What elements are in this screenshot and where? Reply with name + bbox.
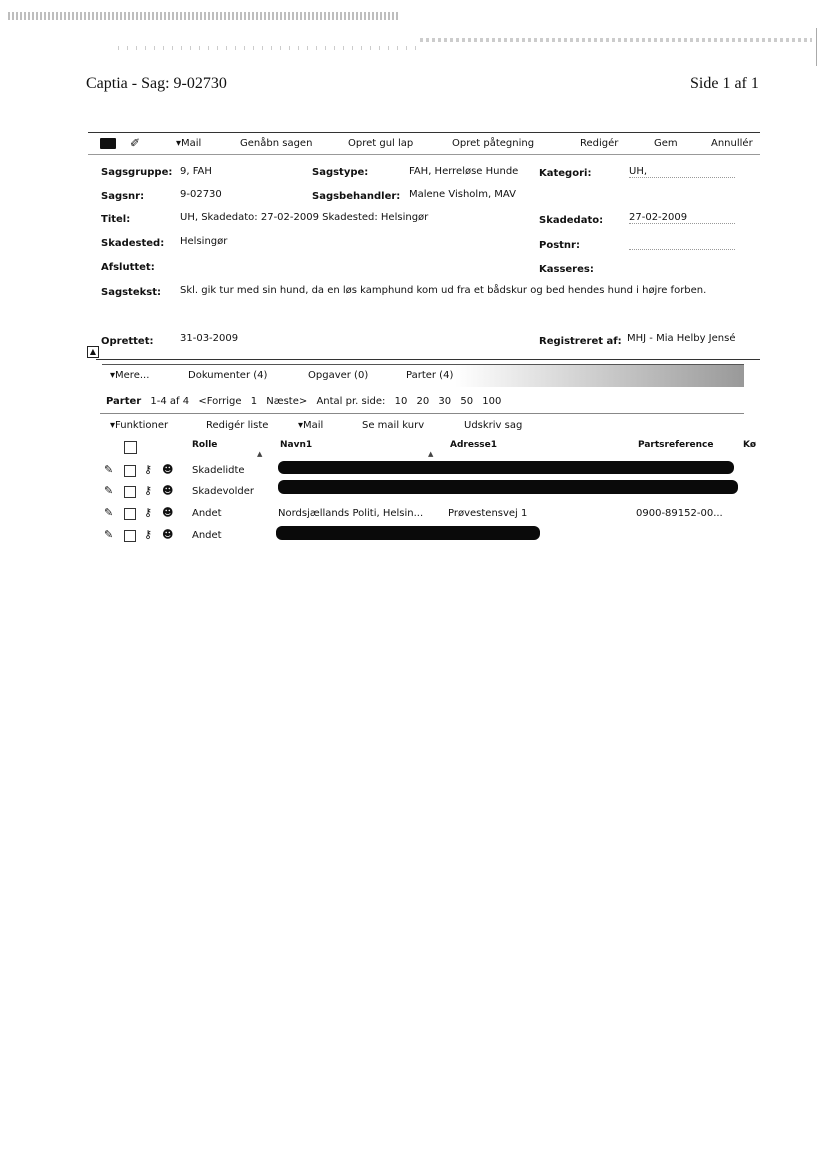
person-icon[interactable]: ☻ (162, 484, 174, 497)
pager-section: Parter (106, 396, 142, 407)
key-icon[interactable]: ⚷ (144, 484, 153, 497)
tabs-bar (102, 364, 744, 387)
sagstekst-label: Sagstekst: (101, 287, 162, 298)
sagstype-value: FAH, Herreløse Hunde (409, 166, 519, 177)
sagsnr-label: Sagsnr: (101, 191, 145, 202)
row-checkbox[interactable] (124, 486, 136, 498)
table-row[interactable] (104, 526, 754, 546)
toolbar-top-rule (88, 132, 760, 133)
sagsbehandler-value: Malene Visholm, MAV (409, 189, 516, 200)
col-extra[interactable]: Kø (743, 440, 756, 450)
row-rolle: Skadelidte (192, 465, 245, 476)
scan-artifact-dots (118, 46, 418, 50)
col-navn[interactable]: Navn1 (280, 440, 313, 450)
redaction-bar (278, 461, 734, 474)
sort-arrow-icon: ▲ (257, 450, 263, 458)
per-page-label: Antal pr. side: (316, 396, 386, 407)
per-page-50[interactable]: 50 (460, 396, 474, 407)
registreret-value: MHJ - Mia Helby Jensé (627, 333, 736, 344)
mail-basket-button[interactable]: Se mail kurv (362, 420, 425, 431)
toolbar-bottom-rule (88, 154, 760, 155)
postnr-label: Postnr: (539, 240, 580, 251)
tab-tasks[interactable]: Opgaver (0) (308, 370, 369, 381)
col-partsreference[interactable]: Partsreference (638, 440, 714, 450)
person-icon[interactable]: ☻ (162, 528, 174, 541)
row-adresse: Prøvestensvej 1 (448, 508, 528, 519)
key-icon[interactable]: ⚷ (144, 528, 153, 541)
sagsgruppe-value: 9, FAH (180, 166, 212, 177)
skadested-label: Skadested: (101, 238, 165, 249)
pager (106, 396, 507, 407)
edit-icon[interactable]: ✎ (104, 528, 114, 541)
toolbar (100, 136, 760, 152)
folder-icon[interactable] (100, 138, 116, 149)
key-icon[interactable]: ⚷ (144, 506, 153, 519)
skadested-value: Helsingør (180, 236, 228, 247)
oprettet-value: 31-03-2009 (180, 333, 239, 344)
collapse-icon[interactable]: ▲ (87, 346, 99, 358)
pager-next[interactable]: Næste> (266, 396, 308, 407)
pin-icon[interactable]: ✐ (130, 136, 141, 150)
sagsgruppe-label: Sagsgruppe: (101, 167, 173, 178)
key-icon[interactable]: ⚷ (144, 463, 153, 476)
sagstype-label: Sagstype: (312, 167, 369, 178)
redaction-bar (276, 526, 540, 540)
row-checkbox[interactable] (124, 465, 136, 477)
select-all-checkbox[interactable] (124, 441, 137, 454)
row-checkbox[interactable] (124, 530, 136, 542)
postnr-value (629, 248, 735, 250)
skadedato-value: 27-02-2009 (629, 212, 735, 224)
row-checkbox[interactable] (124, 508, 136, 520)
col-adresse[interactable]: Adresse1 (450, 440, 498, 450)
kategori-value: UH, (629, 166, 735, 178)
section-rule (96, 359, 760, 360)
per-page-20[interactable]: 20 (416, 396, 430, 407)
scan-artifact-edge (816, 28, 817, 66)
save-button[interactable]: Gem (654, 138, 678, 149)
mail-menu-list[interactable]: ▾Mail (298, 420, 324, 431)
row-partsreference: 0900-89152-00... (636, 508, 723, 519)
sagsnr-value: 9-02730 (180, 189, 222, 200)
row-rolle: Skadevolder (192, 486, 255, 497)
sagsbehandler-label: Sagsbehandler: (312, 191, 401, 202)
page-title: Captia - Sag: 9-02730 (86, 75, 227, 92)
pager-range: 1-4 af 4 (150, 396, 190, 407)
edit-list-button[interactable]: Redigér liste (206, 420, 269, 431)
registreret-label: Registreret af: (539, 336, 622, 347)
table-row[interactable] (104, 461, 754, 481)
edit-icon[interactable]: ✎ (104, 463, 114, 476)
cancel-button[interactable]: Annullér (711, 138, 753, 149)
tab-more[interactable]: ▾Mere... (110, 370, 150, 381)
row-rolle: Andet (192, 508, 222, 519)
skadedato-label: Skadedato: (539, 215, 604, 226)
functions-menu[interactable]: ▾Funktioner (110, 420, 169, 431)
pager-current: 1 (250, 396, 258, 407)
redaction-bar (278, 480, 738, 494)
page-indicator: Side 1 af 1 (690, 75, 759, 92)
scan-artifact-line (420, 38, 812, 42)
reopen-case-button[interactable]: Genåbn sagen (240, 138, 313, 149)
tab-parties[interactable]: Parter (4) (406, 370, 454, 381)
titel-label: Titel: (101, 214, 131, 225)
pager-prev[interactable]: <Forrige (198, 396, 242, 407)
afsluttet-label: Afsluttet: (101, 262, 155, 273)
yellow-note-button[interactable]: Opret gul lap (348, 138, 414, 149)
sagstekst-value: Skl. gik tur med sin hund, da en løs kamphund kom ud fra et bådskur og bed hendes hund i højre forben. (180, 285, 707, 296)
mail-menu-button[interactable]: ▾Mail (176, 138, 202, 149)
kasseres-label: Kasseres: (539, 264, 594, 275)
annotation-button[interactable]: Opret påtegning (452, 138, 535, 149)
print-case-button[interactable]: Udskriv sag (464, 420, 523, 431)
person-icon[interactable]: ☻ (162, 506, 174, 519)
row-rolle: Andet (192, 530, 222, 541)
edit-button[interactable]: Redigér (580, 138, 619, 149)
scan-artifact-top (8, 12, 400, 20)
per-page-30[interactable]: 30 (438, 396, 452, 407)
kategori-label: Kategori: (539, 168, 592, 179)
oprettet-label: Oprettet: (101, 336, 154, 347)
edit-icon[interactable]: ✎ (104, 506, 114, 519)
table-row[interactable] (104, 504, 754, 524)
table-row[interactable] (104, 482, 754, 502)
titel-value: UH, Skadedato: 27-02-2009 Skadested: Helsingør (180, 212, 429, 223)
person-icon[interactable]: ☻ (162, 463, 174, 476)
edit-icon[interactable]: ✎ (104, 484, 114, 497)
row-navn: Nordsjællands Politi, Helsin... (278, 508, 424, 519)
pager-rule (100, 413, 744, 414)
tab-documents[interactable]: Dokumenter (4) (188, 370, 268, 381)
per-page-100[interactable]: 100 (482, 396, 502, 407)
per-page-10[interactable]: 10 (394, 396, 408, 407)
col-rolle[interactable]: Rolle (192, 440, 218, 450)
sort-arrow-icon: ▲ (428, 450, 434, 458)
